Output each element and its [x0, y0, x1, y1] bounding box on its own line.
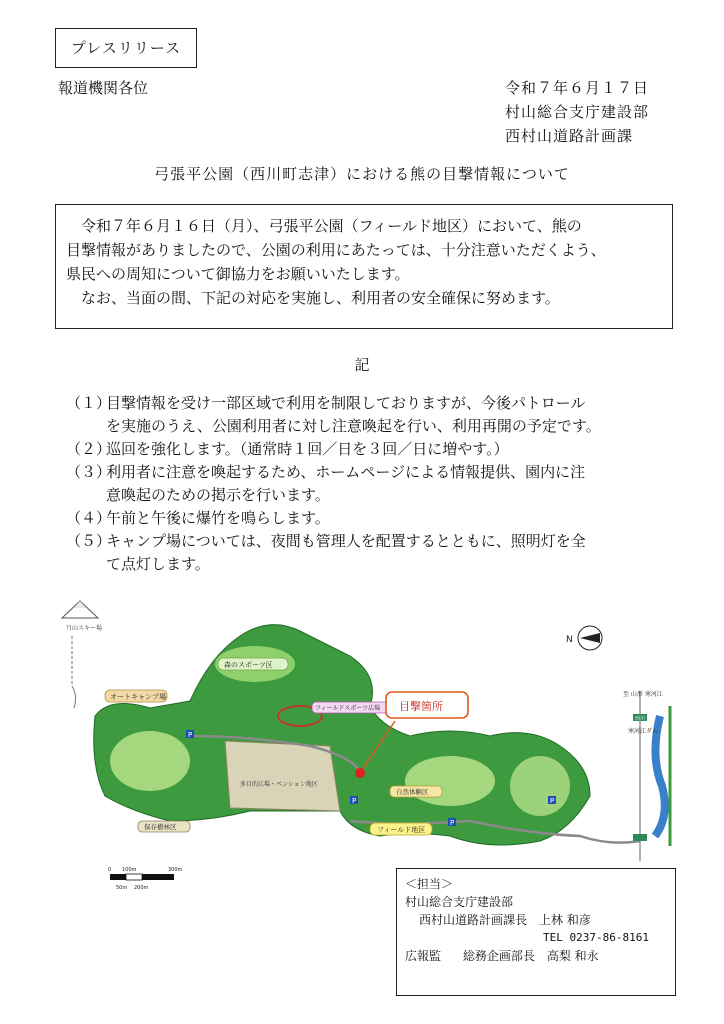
measure-text: 午前と午後に爆竹を鳴らします。 — [106, 509, 330, 527]
callout-label: 目撃箇所 — [399, 700, 443, 713]
measures-list — [66, 392, 666, 576]
issuer-block — [505, 78, 670, 150]
map-label-sports: 森のスポーツ区 — [224, 661, 273, 669]
measure-text: 利用者に注意を喚起するため、ホームページによる情報提供、園内に注 — [106, 463, 586, 481]
issuer-section: 西村山道路計画課 — [505, 127, 634, 145]
contact-pr — [405, 947, 667, 965]
park-map — [50, 596, 690, 896]
contact-heading: ＜担当＞ — [405, 877, 454, 891]
route-sign — [633, 834, 647, 841]
map-label-field-district: フィールド地区 — [377, 826, 426, 834]
notice-box — [55, 204, 673, 329]
map-label-to-sagae: 至 山形 寒河江 — [623, 691, 663, 698]
measure-number: （３） — [66, 463, 112, 481]
map-label-forest-reserve: 保存樹林区 — [144, 823, 177, 831]
measure-number: （１） — [66, 394, 112, 412]
contact-tel: TEL 0237-86-8161 — [543, 931, 649, 944]
event-plaza-area — [225, 741, 340, 811]
measure-text: 巡回を強化します。（通常時１回／日を３回／日に増やす。） — [106, 440, 509, 458]
measure-item — [66, 438, 666, 461]
camp-zone-area — [110, 731, 193, 791]
east-zone-area — [510, 756, 570, 816]
map-label-field-sports: フィールドスポーツ広場 — [315, 705, 381, 712]
svg-text:P: P — [450, 819, 455, 827]
scale-label: 50m — [116, 885, 128, 891]
road-path — [72, 686, 76, 708]
measure-text: 意喚起のための掲示を行います。 — [106, 486, 330, 504]
sighting-marker — [355, 768, 365, 778]
scale-label: 300m — [168, 867, 183, 873]
measure-text: を実施のうえ、公園利用者に対し注意喚起を行い、利用再開の予定です。 — [106, 417, 601, 435]
ki-heading: 記 — [354, 356, 370, 374]
contact-pr-label: 広報監 — [405, 949, 442, 963]
press-release-label: プレスリリース — [55, 28, 197, 68]
contact-office: 村山総合支庁建設部 — [405, 895, 514, 909]
measure-item — [66, 461, 666, 507]
measure-item — [66, 530, 666, 576]
scale-label: 100m — [122, 867, 137, 873]
document-title: 弓張平公園（西川町志津）における熊の目撃情報について — [154, 165, 570, 183]
parking-icon — [548, 796, 556, 805]
measure-item — [66, 507, 666, 530]
notice-line: 県民への周知について御協力をお願いいたします。 — [66, 265, 410, 283]
north-label: N — [566, 635, 573, 645]
measure-number: （５） — [66, 532, 112, 550]
notice-line: 目撃情報がありましたので、公園の利用にあたっては、十分注意いただくよう、 — [66, 241, 606, 259]
measure-text: 目撃情報を受け一部区域で利用を制限しておりますが、今後パトロール — [106, 394, 586, 412]
map-label-ski: 月山スキー場 — [66, 625, 103, 632]
map-label-event-plaza: 多目的広場・ペンション地区 — [240, 781, 318, 788]
mountain-icon — [62, 601, 98, 618]
scale-label: 200m — [134, 885, 149, 891]
map-label-camp: オートキャンプ場 — [110, 693, 166, 701]
nature-zone-area — [405, 756, 495, 806]
svg-text:P: P — [352, 797, 357, 805]
issue-date: 令和７年６月１７日 — [505, 79, 650, 97]
parking-icon — [350, 796, 358, 805]
notice-line: なお、当面の間、下記の対応を実施し、利用者の安全確保に努めます。 — [81, 289, 560, 307]
svg-text:P: P — [550, 797, 555, 805]
recipients: 報道機関各位 — [58, 79, 149, 97]
measure-number: （２） — [66, 440, 112, 458]
north-arrow-icon — [578, 626, 602, 650]
parking-icon — [448, 818, 456, 827]
measure-number: （４） — [66, 509, 112, 527]
scale-label: 0 — [108, 867, 112, 873]
parking-icon — [186, 730, 194, 739]
notice-line: 令和７年６月１６日（月）、弓張平公園（フィールド地区）において、熊の — [81, 217, 582, 235]
contact-person: 西村山道路計画課長 上林 和彦 — [419, 913, 591, 927]
map-label-nishikawa: 西川 — [635, 716, 646, 722]
contact-box — [396, 868, 676, 996]
measure-item — [66, 392, 666, 438]
measure-text: て点灯します。 — [106, 555, 210, 573]
contact-pr-person: 総務企画部長 高梨 和永 — [462, 949, 599, 963]
issuer-office: 村山総合支庁建設部 — [505, 103, 650, 121]
map-label-dam: 寒河江ダム — [628, 728, 659, 735]
map-label-nature: 自然体験区 — [396, 788, 429, 796]
scale-bar — [110, 874, 174, 880]
measure-text: キャンプ場については、夜間も管理人を配置するとともに、照明灯を全 — [106, 532, 586, 550]
svg-text:P: P — [188, 731, 193, 739]
